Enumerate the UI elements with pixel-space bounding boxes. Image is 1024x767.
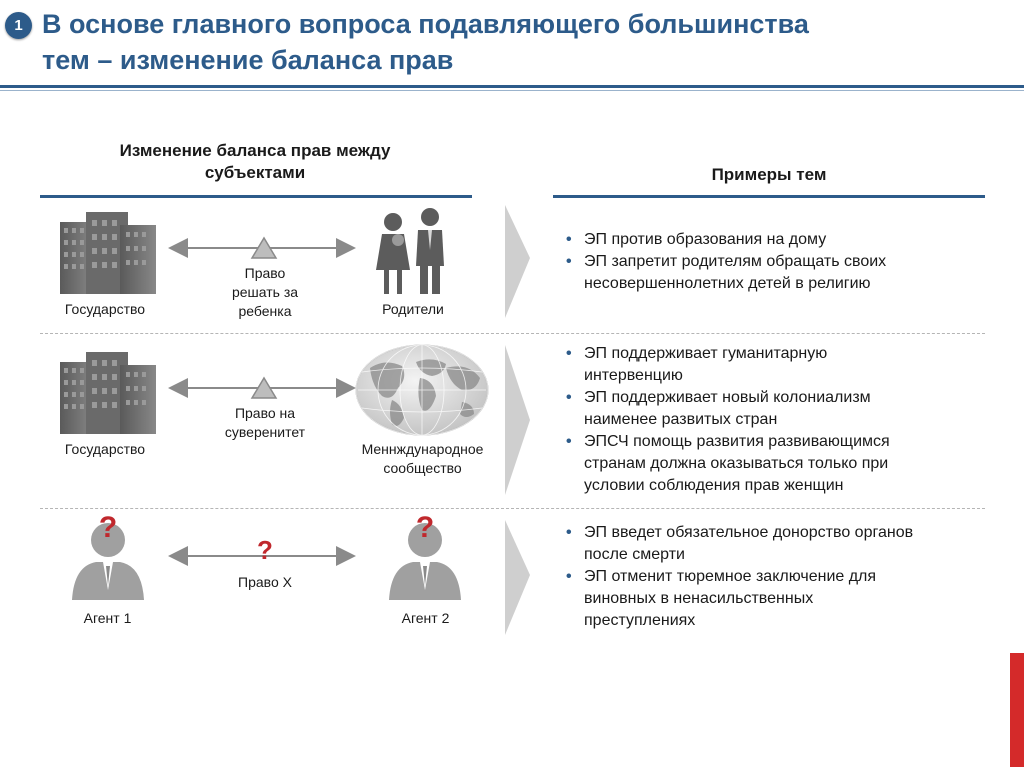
example-line: • ЭП введет обязательное донорство органов — [584, 524, 914, 541]
question-mark-right: ? — [257, 535, 273, 565]
example-line: странам должна оказываться только при — [584, 455, 889, 472]
question-mark-agent-2: ? — [415, 511, 435, 544]
page-title-line1: В основе главного вопроса подавляющего большинства — [42, 9, 809, 39]
red-accent-bar — [1010, 653, 1024, 767]
row3-right-label: Право X — [238, 574, 292, 590]
row3-left-entity-label: Агент 1 — [83, 610, 132, 626]
government-buildings-icon-1 — [60, 212, 156, 294]
row1-right-entity-label: Родители — [382, 301, 444, 317]
chevron-arrow-icon-2 — [505, 345, 530, 495]
row2-right-line2: суверенитет — [224, 424, 306, 440]
row1-right-line3: ребенка — [238, 303, 292, 319]
left-column-header-line1: Изменение баланса прав между — [119, 141, 391, 160]
balance-arrow-icon-1 — [172, 238, 352, 258]
row2-right-entity-label — [345, 440, 500, 478]
left-column-header-line2: субъектами — [204, 163, 306, 182]
row2-right-label — [205, 404, 325, 442]
example-line: • ЭПСЧ помощь развития развивающимся — [584, 433, 890, 450]
example-line: • ЭП поддерживает гуманитарную — [584, 345, 828, 362]
list-item — [566, 566, 996, 632]
example-line: преступлениях — [584, 612, 696, 629]
list-item — [566, 343, 996, 387]
row2-right-entity-line2: сообщество — [383, 460, 462, 476]
row1-right-line2: решать за — [231, 284, 299, 300]
globe-icon — [356, 345, 488, 435]
row2-right-entity-line1: Меннждународное — [361, 441, 484, 457]
example-line: • ЭП против образования на дому — [584, 231, 827, 248]
list-item — [566, 251, 996, 295]
example-line: • ЭП отменит тюремное заключение для — [584, 568, 877, 585]
balance-arrow-icon-2 — [172, 378, 352, 398]
row2-left-entity-label: Государство — [64, 441, 146, 457]
row1-examples-list — [566, 229, 996, 295]
example-line: • ЭП запретит родителям обращать своих — [584, 253, 887, 270]
example-line: виновных в ненасильственных — [584, 590, 814, 607]
row2-examples-list — [566, 343, 996, 497]
parents-icon — [376, 208, 444, 294]
page-title-line2: тем – изменение баланса прав — [42, 45, 454, 75]
chevron-arrow-icon-1 — [505, 205, 530, 318]
list-item — [566, 387, 996, 431]
row1-right-line1: Право — [244, 265, 286, 281]
row1-left-entity-label: Государство — [64, 301, 146, 317]
slide-number-badge: 1 — [5, 12, 32, 39]
example-line: наименее развитых стран — [584, 411, 778, 428]
row3-right-entity-label: Агент 2 — [401, 610, 450, 626]
row2-right-line1: Право на — [234, 405, 296, 421]
row1-right-label — [205, 264, 325, 321]
example-line: после смерти — [584, 546, 685, 563]
question-mark-agent-1: ? — [98, 511, 118, 544]
example-line: интервенцию — [584, 367, 683, 384]
list-item — [566, 229, 996, 251]
example-line: • ЭП поддерживает новый колониализм — [584, 389, 871, 406]
row3-examples-list — [566, 522, 996, 632]
list-item — [566, 522, 996, 566]
right-column-header: Примеры тем — [711, 165, 827, 184]
example-line: условии соблюдения прав женщин — [584, 477, 844, 494]
list-item — [566, 431, 996, 497]
government-buildings-icon-2 — [60, 352, 156, 434]
example-line: несовершеннолетних детей в религию — [584, 275, 871, 292]
chevron-arrow-icon-3 — [505, 520, 530, 635]
